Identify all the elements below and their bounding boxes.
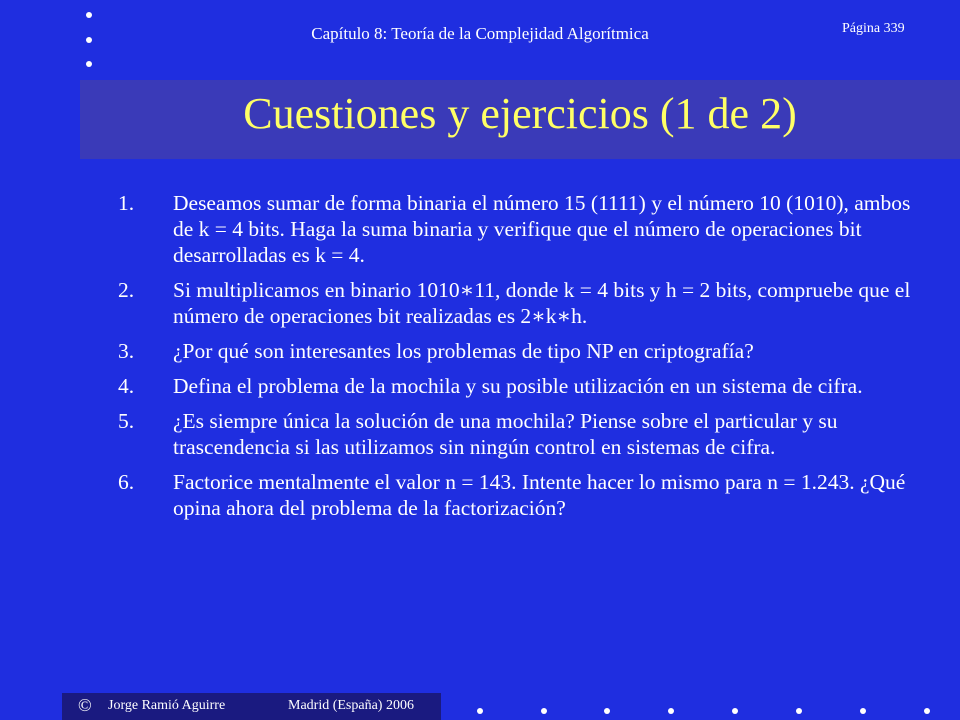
decor-dot [86,12,92,18]
decor-dot [604,708,610,714]
item-number: 5. [118,409,135,433]
decor-dot [924,708,930,714]
decor-dot [541,708,547,714]
item-text: ¿Es siempre única la solución de una mochila? Piense sobre el particular y su trascendencia si las utilizamos sin ningún control en sistemas de cifra. [173,409,838,459]
exercise-item [118,373,918,399]
decor-dot [668,708,674,714]
exercise-item [118,190,918,268]
exercise-item [118,469,918,521]
decor-dot [86,61,92,67]
footer-place-year: Madrid (España) 2006 [288,698,414,713]
item-text: Factorice mentalmente el valor n = 143. Intente hacer lo mismo para n = 1.243. ¿Qué opina ahora del problema de la factorización? [173,470,906,520]
page-number: Página 339 [842,21,905,36]
item-text: Defina el problema de la mochila y su posible utilización en un sistema de cifra. [173,374,863,398]
item-number: 4. [118,374,135,398]
author-name: Jorge Ramió Aguirre [108,698,226,713]
item-text: Si multiplicamos en binario 1010∗11, donde k = 4 bits y h = 2 bits, compruebe que el número de operaciones bit realizadas es 2∗k∗h. [173,278,911,328]
slide-title: Cuestiones y ejercicios (1 de 2) [243,89,797,138]
decor-dot [732,708,738,714]
decor-dot [860,708,866,714]
chapter-heading: Capítulo 8: Teoría de la Complejidad Algorítmica [311,24,649,43]
footer-band [62,693,441,720]
item-number: 6. [118,470,135,494]
exercise-item [118,408,918,460]
item-number: 3. [118,339,135,363]
copyright-symbol: © [78,695,92,715]
exercise-list [118,190,918,530]
decor-dot [796,708,802,714]
title-band [80,80,960,159]
exercise-item [118,277,918,329]
item-text: ¿Por qué son interesantes los problemas de tipo NP en criptografía? [173,339,754,363]
item-text: Deseamos sumar de forma binaria el número 15 (1111) y el número 10 (1010), ambos de k = 4 bits. Haga la suma binaria y verifique que el número de operaciones bit desarrolladas es k = 4. [173,191,911,267]
item-number: 1. [118,191,135,215]
exercise-item [118,338,918,364]
decor-dot [477,708,483,714]
item-number: 2. [118,278,135,302]
